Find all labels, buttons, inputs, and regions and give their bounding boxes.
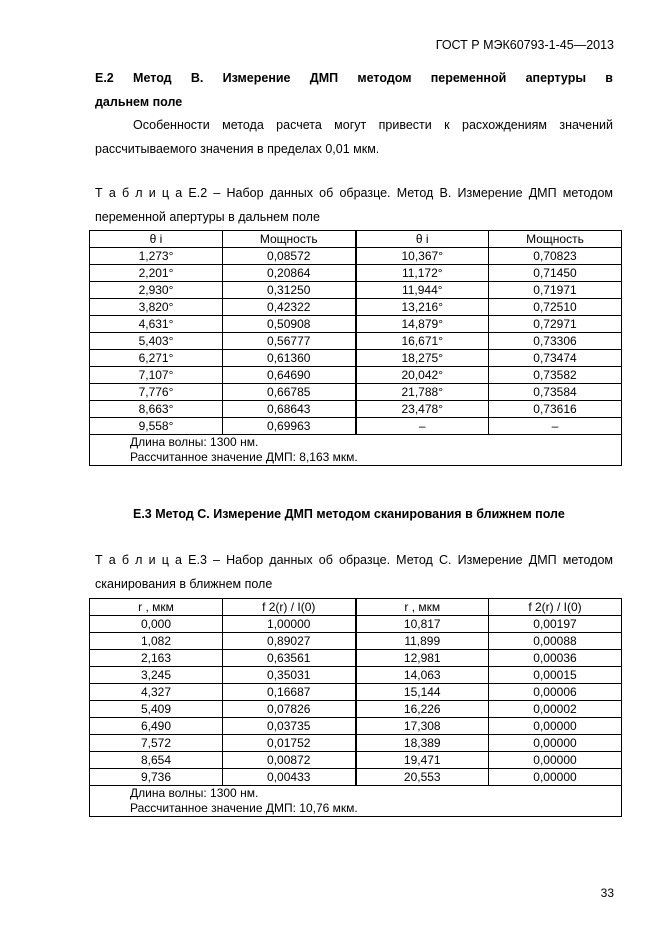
table-e3-caption-line1: Т а б л и ц а Е.3 – Набор данных об образце. Метод С. Измерение ДМП методом [95,553,613,567]
table-e3-header-cell: r , мкм [90,599,223,616]
table-e2-body [90,248,622,435]
table-e2-header-cell: Мощность [223,231,356,248]
document-code: ГОСТ Р МЭК60793-1-45—2013 [435,38,614,52]
table-row [90,367,622,384]
table-cell: 0,03735 [223,718,356,735]
table-e3-header-cell: r , мкм [356,599,489,616]
table-cell: 0,73582 [489,367,622,384]
table-cell: 0,35031 [223,667,356,684]
table-cell: 14,879° [356,316,489,333]
table-cell: 0,20864 [223,265,356,282]
table-e2-caption-line1: Т а б л и ц а Е.2 – Набор данных об образце. Метод В. Измерение ДМП методом [95,186,613,200]
table-cell: 0,73616 [489,401,622,418]
table-e3-header-cell: f 2(r) / I(0) [223,599,356,616]
section-e2-heading-line1: Е.2 Метод В. Измерение ДМП методом переменной апертуры в [95,71,613,85]
table-cell: 0,00088 [489,633,622,650]
table-e2-caption-line2: переменной апертуры в дальнем поле [95,210,320,224]
table-row [90,633,622,650]
table-e2-header-cell: Мощность [489,231,622,248]
table-cell: 23,478° [356,401,489,418]
table-row [90,418,622,435]
table-row [90,401,622,418]
table-row [90,735,622,752]
table-e3-note-row [90,786,622,817]
table-row [90,701,622,718]
table-cell: – [356,418,489,435]
table-cell: 0,42322 [223,299,356,316]
table-cell: 0,66785 [223,384,356,401]
table-cell: 18,275° [356,350,489,367]
table-e2-header-cell: θ i [356,231,489,248]
table-e2-header-row [90,231,622,248]
table-cell: 0,00015 [489,667,622,684]
table-cell: 14,063 [356,667,489,684]
table-cell: 16,671° [356,333,489,350]
table-cell: 0,69963 [223,418,356,435]
table-cell: 0,00000 [489,735,622,752]
table-e2-note-wavelength: Длина волны: 1300 нм. [130,435,259,449]
table-row [90,769,622,786]
table-cell: 0,00872 [223,752,356,769]
table-cell: 4,327 [90,684,223,701]
table-e3-header-row [90,599,622,616]
table-e2 [89,230,622,466]
table-cell: 2,163 [90,650,223,667]
table-cell: 19,471 [356,752,489,769]
table-cell: 0,01752 [223,735,356,752]
table-cell: 18,389 [356,735,489,752]
table-cell: 0,00002 [489,701,622,718]
table-row [90,350,622,367]
table-cell: 20,042° [356,367,489,384]
table-cell: 5,409 [90,701,223,718]
section-e2-heading-line2: дальнем поле [95,95,183,109]
table-row [90,299,622,316]
table-cell: 0,72510 [489,299,622,316]
table-row [90,650,622,667]
table-cell: 0,00036 [489,650,622,667]
table-cell: – [489,418,622,435]
table-e2-note-result: Рассчитанное значение ДМП: 8,163 мкм. [130,450,358,464]
table-cell: 11,899 [356,633,489,650]
table-cell: 1,00000 [223,616,356,633]
table-row [90,684,622,701]
table-row [90,265,622,282]
table-e3-header-cell: f 2(r) / I(0) [489,599,622,616]
table-cell: 3,245 [90,667,223,684]
table-cell: 10,367° [356,248,489,265]
table-row [90,384,622,401]
table-row [90,752,622,769]
table-e2-note-row [90,435,622,466]
table-cell: 0,73474 [489,350,622,367]
table-e3-caption-line2: сканирования в ближнем поле [95,577,273,591]
section-e2-paragraph-line1: Особенности метода расчета могут привести к расхождениям значений [133,118,613,132]
table-row [90,316,622,333]
table-cell: 0,00000 [489,769,622,786]
table-cell: 6,490 [90,718,223,735]
table-cell: 0,71450 [489,265,622,282]
table-cell: 20,553 [356,769,489,786]
table-cell: 7,572 [90,735,223,752]
table-cell: 8,654 [90,752,223,769]
table-cell: 6,271° [90,350,223,367]
table-cell: 1,273° [90,248,223,265]
table-cell: 0,68643 [223,401,356,418]
table-cell: 11,172° [356,265,489,282]
table-e3-note-wavelength: Длина волны: 1300 нм. [130,786,259,800]
table-cell: 5,403° [90,333,223,350]
page-number: 33 [600,886,614,900]
table-cell: 0,64690 [223,367,356,384]
table-cell: 0,89027 [223,633,356,650]
table-cell: 0,00433 [223,769,356,786]
table-cell: 0,000 [90,616,223,633]
table-cell: 0,07826 [223,701,356,718]
table-row [90,667,622,684]
table-e3-body [90,616,622,786]
table-cell: 3,820° [90,299,223,316]
section-e2-paragraph-line2: рассчитываемого значения в пределах 0,01 мкм. [95,142,380,156]
table-cell: 1,082 [90,633,223,650]
table-e3-note [90,786,622,817]
table-cell: 9,736 [90,769,223,786]
table-e3-note-result: Рассчитанное значение ДМП: 10,76 мкм. [130,801,358,815]
table-row [90,282,622,299]
table-cell: 0,00000 [489,718,622,735]
table-cell: 2,201° [90,265,223,282]
table-cell: 17,308 [356,718,489,735]
table-cell: 13,216° [356,299,489,316]
table-cell: 21,788° [356,384,489,401]
table-cell: 8,663° [90,401,223,418]
table-row [90,718,622,735]
table-cell: 16,226 [356,701,489,718]
table-e3 [89,598,622,817]
table-cell: 0,72971 [489,316,622,333]
table-cell: 0,16687 [223,684,356,701]
section-e3-heading: Е.3 Метод С. Измерение ДМП методом сканирования в ближнем поле [133,507,565,521]
table-cell: 0,00197 [489,616,622,633]
table-cell: 0,08572 [223,248,356,265]
table-cell: 0,63561 [223,650,356,667]
table-e2-header-cell: θ i [90,231,223,248]
table-cell: 9,558° [90,418,223,435]
table-cell: 7,107° [90,367,223,384]
table-cell: 7,776° [90,384,223,401]
table-row [90,248,622,265]
table-cell: 12,981 [356,650,489,667]
table-cell: 0,00006 [489,684,622,701]
table-cell: 2,930° [90,282,223,299]
table-cell: 0,70823 [489,248,622,265]
table-cell: 0,61360 [223,350,356,367]
table-cell: 0,56777 [223,333,356,350]
table-cell: 0,31250 [223,282,356,299]
table-cell: 10,817 [356,616,489,633]
table-cell: 0,00000 [489,752,622,769]
table-e2-note [90,435,622,466]
table-cell: 0,73584 [489,384,622,401]
table-row [90,616,622,633]
table-cell: 4,631° [90,316,223,333]
table-cell: 0,73306 [489,333,622,350]
table-cell: 15,144 [356,684,489,701]
table-cell: 0,50908 [223,316,356,333]
table-row [90,333,622,350]
table-cell: 11,944° [356,282,489,299]
table-cell: 0,71971 [489,282,622,299]
